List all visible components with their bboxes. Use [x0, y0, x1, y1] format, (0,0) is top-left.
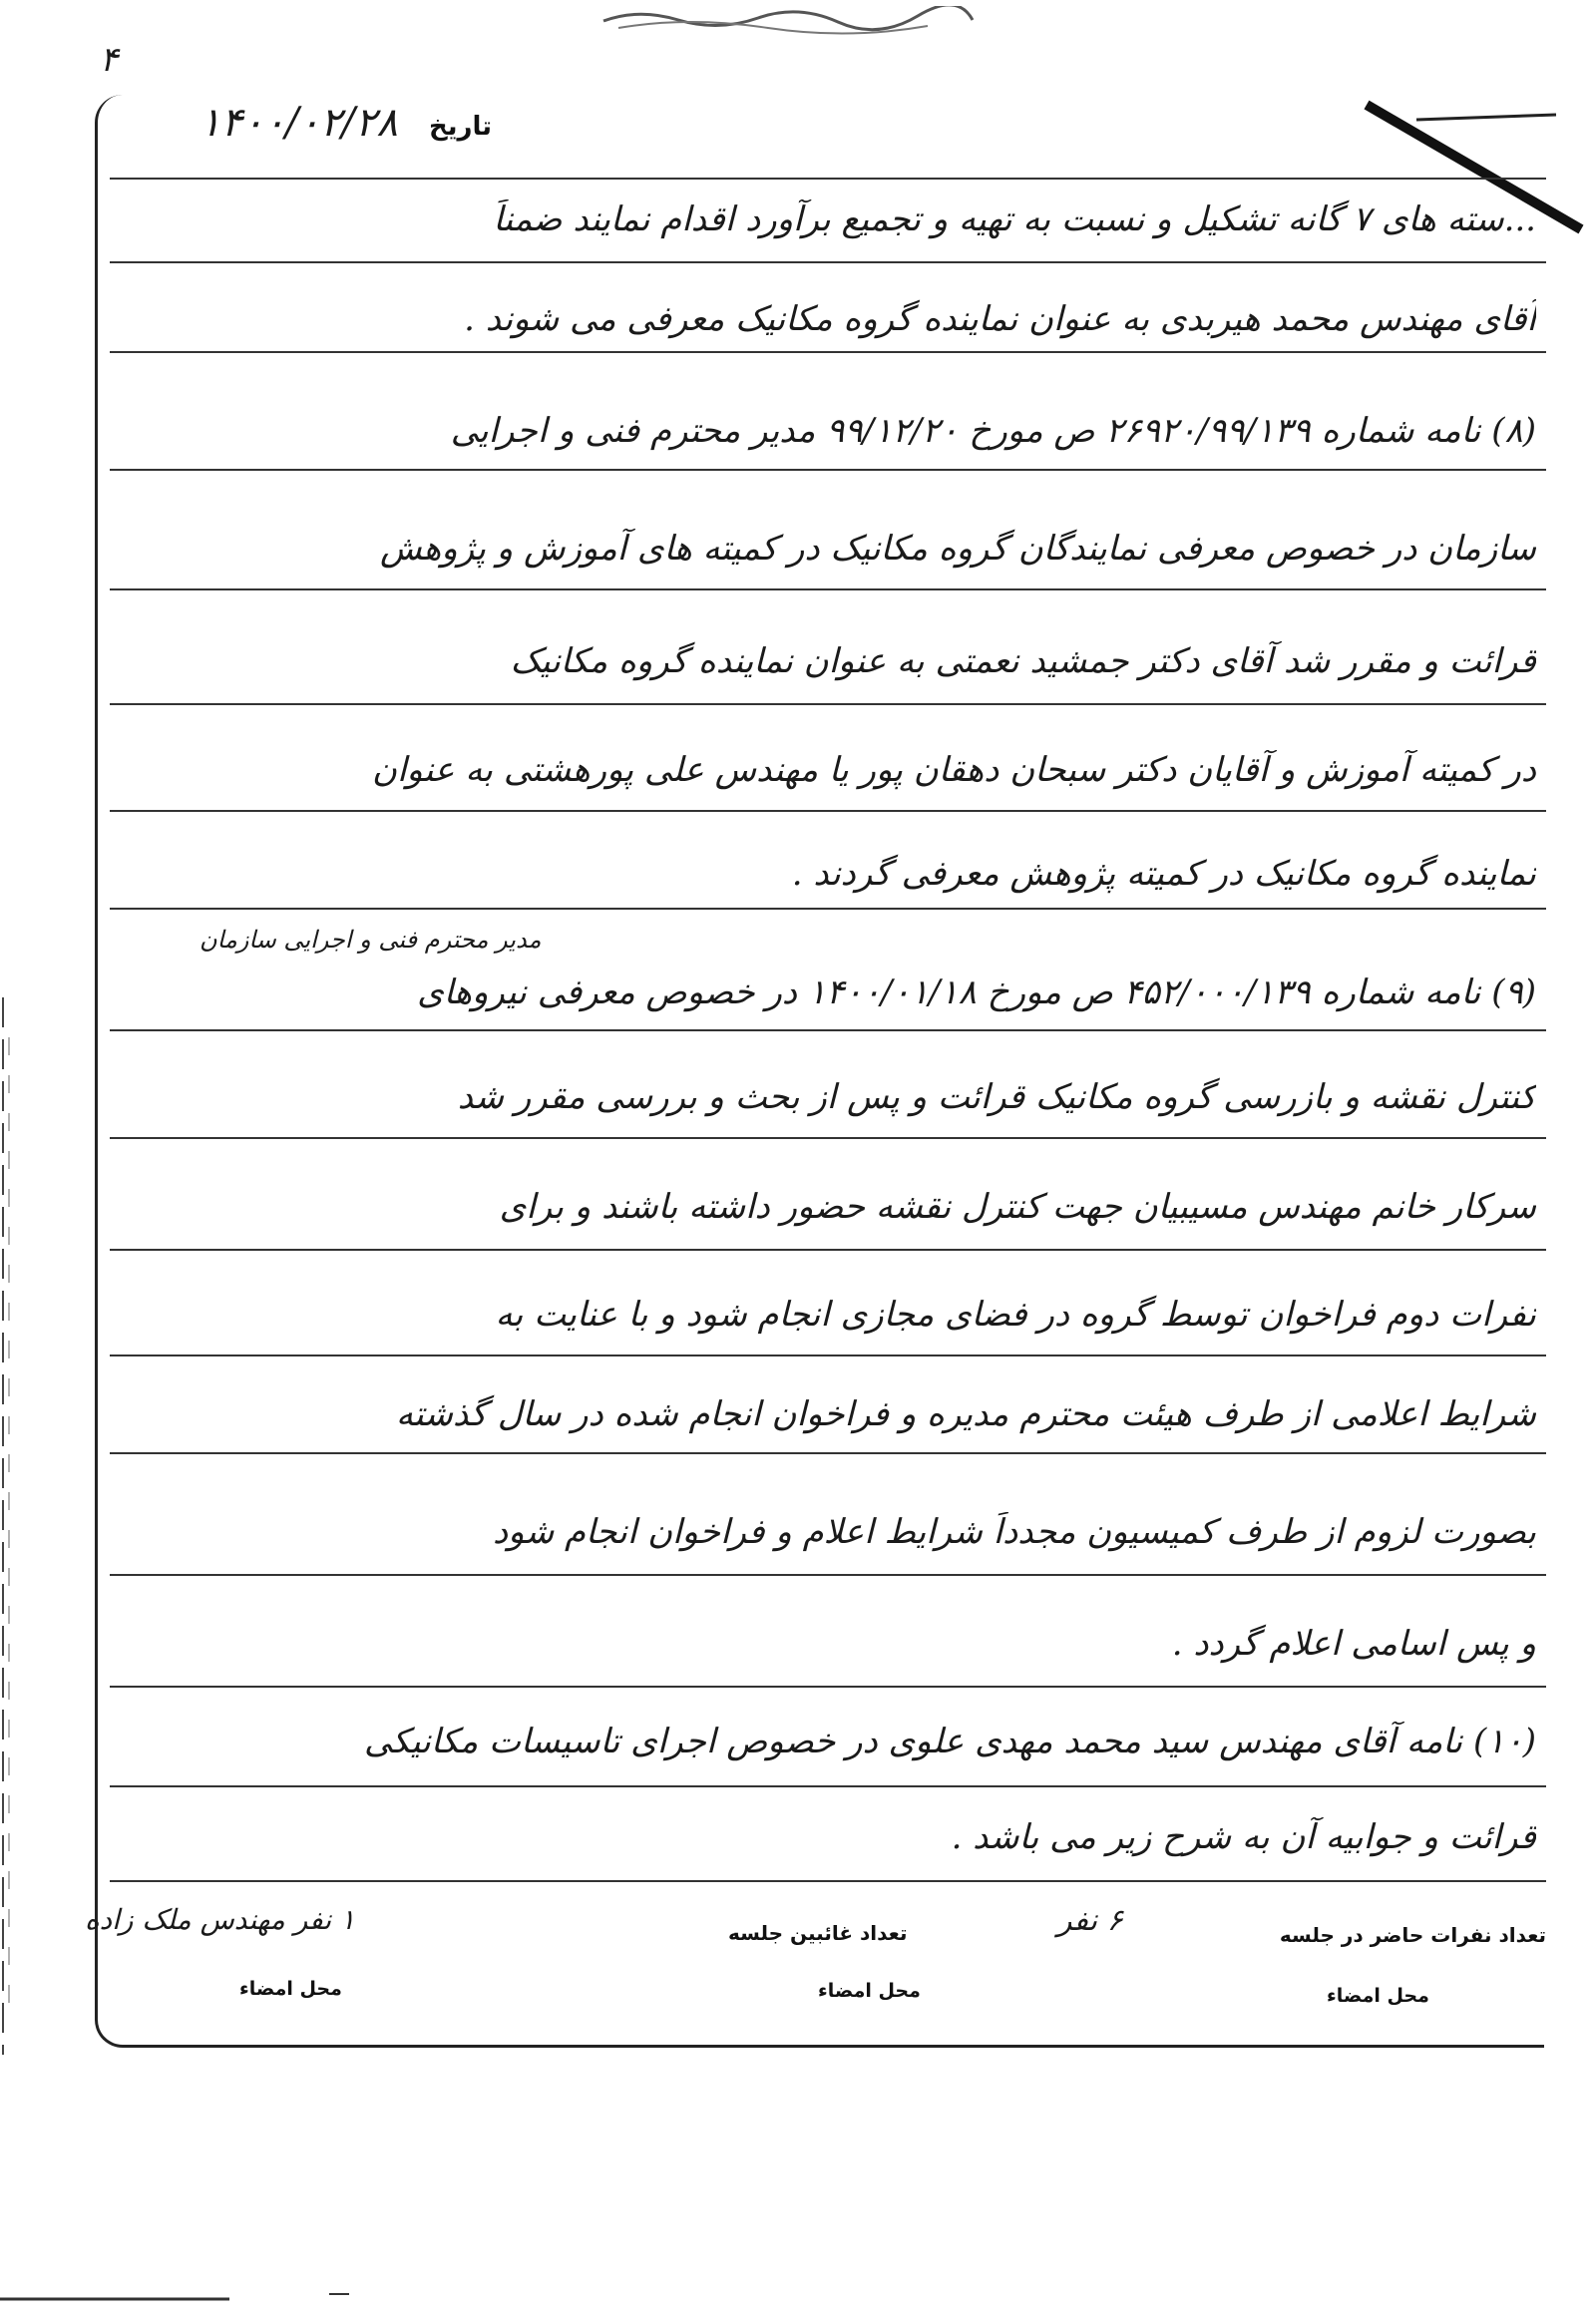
date-label: تاریخ — [429, 112, 492, 142]
ruled-line — [110, 469, 1546, 471]
body-line-14: و پس اسامی اعلام گردد . — [1171, 1624, 1536, 1664]
scan-edge-marks — [0, 997, 14, 2055]
body-line-13: بصورت لزوم از طرف کمیسیون مجدداً شرایط اعلام و فراخوان انجام شود — [493, 1512, 1536, 1552]
ruled-line — [110, 1686, 1546, 1688]
ruled-line — [110, 1880, 1546, 1882]
body-line-15: (۱۰) نامه آقای مهندس سید محمد مهدی علوی در خصوص اجرای تاسیسات مکانیکی — [364, 1722, 1536, 1761]
ruled-line — [110, 1452, 1546, 1454]
margin-annotation: مدیر محترم فنی و اجرایی سازمان — [200, 926, 542, 954]
body-line-7: نماینده گروه مکانیک در کمیته پژوهش معرفی گردند . — [791, 854, 1536, 894]
ruled-line — [110, 1785, 1546, 1787]
ruled-line — [110, 1249, 1546, 1251]
ruled-line — [110, 703, 1546, 705]
absentees-value: ۱ نفر مهندس ملک زاده — [85, 1903, 356, 1936]
date-value: ۱۴۰۰/۰۲/۲۸ — [200, 100, 398, 146]
attendees-value: ۶ نفر — [1057, 1903, 1123, 1938]
body-line-9: کنترل نقشه و بازرسی گروه مکانیک قرائت و پس از بحث و بررسی مقرر شد — [457, 1077, 1536, 1117]
body-line-16: قرائت و جوابیه آن به شرح زیر می باشد . — [951, 1817, 1536, 1857]
body-line-1: ...سته های ۷ گانه تشکیل و نسبت به تهیه و تجمیع برآورد اقدام نمایند ضمناً — [493, 199, 1536, 239]
body-line-2: آقای مهندس محمد هیربدی به عنوان نماینده گروه مکانیک معرفی می شوند . — [464, 299, 1536, 339]
signature-label-center: محل امضاء — [818, 1980, 921, 2002]
body-line-8: (۹) نامه شماره ۴۵۲/۰۰۰/۱۳۹ ص مورخ ۱۴۰۰/۰۱/۱۸ در خصوص معرفی نیروهای — [417, 972, 1536, 1012]
body-line-11: نفرات دوم فراخوان توسط گروه در فضای مجازی انجام شود و با عنایت به — [495, 1295, 1536, 1335]
ruled-line — [110, 810, 1546, 812]
ruled-line — [110, 1029, 1546, 1031]
body-line-5: قرائت و مقرر شد آقای دکتر جمشید نعمتی به عنوان نماینده گروه مکانیک — [510, 641, 1536, 681]
ruled-line — [110, 908, 1546, 910]
header-line — [110, 178, 1546, 180]
ruled-line — [110, 261, 1546, 263]
body-line-3: (۸) نامه شماره ۲۶۹۲۰/۹۹/۱۳۹ ص مورخ ۹۹/۱۲/۲۰ مدیر محترم فنی و اجرایی — [450, 411, 1536, 451]
body-line-4: سازمان در خصوص معرفی نمایندگان گروه مکانیک در کمیته های آموزش و پژوهش — [380, 529, 1536, 569]
body-line-12: شرایط اعلامی از طرف هیئت محترم مدیره و فراخوان انجام شده در سال گذشته — [395, 1394, 1536, 1434]
ruled-line — [110, 588, 1546, 590]
scan-bottom-marks — [0, 2284, 419, 2304]
body-line-10: سرکار خانم مهندس مسیبیان جهت کنترل نقشه حضور داشته باشند و برای — [499, 1187, 1536, 1227]
ruled-line — [110, 1354, 1546, 1356]
ruled-line — [110, 1137, 1546, 1139]
scan-noise — [598, 6, 978, 36]
signature-label-left: محل امضاء — [239, 1978, 342, 2000]
absentees-label: تعداد غائبین جلسه — [728, 1921, 908, 1945]
body-line-6: در کمیته آموزش و آقایان دکتر سبحان دهقان پور یا مهندس علی پورهشتی به عنوان — [371, 750, 1536, 790]
attendees-label: تعداد نفرات حاضر در جلسه — [1279, 1923, 1546, 1947]
ruled-line — [110, 1574, 1546, 1576]
signature-label-right: محل امضاء — [1327, 1985, 1429, 2007]
ruled-line — [110, 351, 1546, 353]
page-number: ۴ — [100, 40, 119, 80]
